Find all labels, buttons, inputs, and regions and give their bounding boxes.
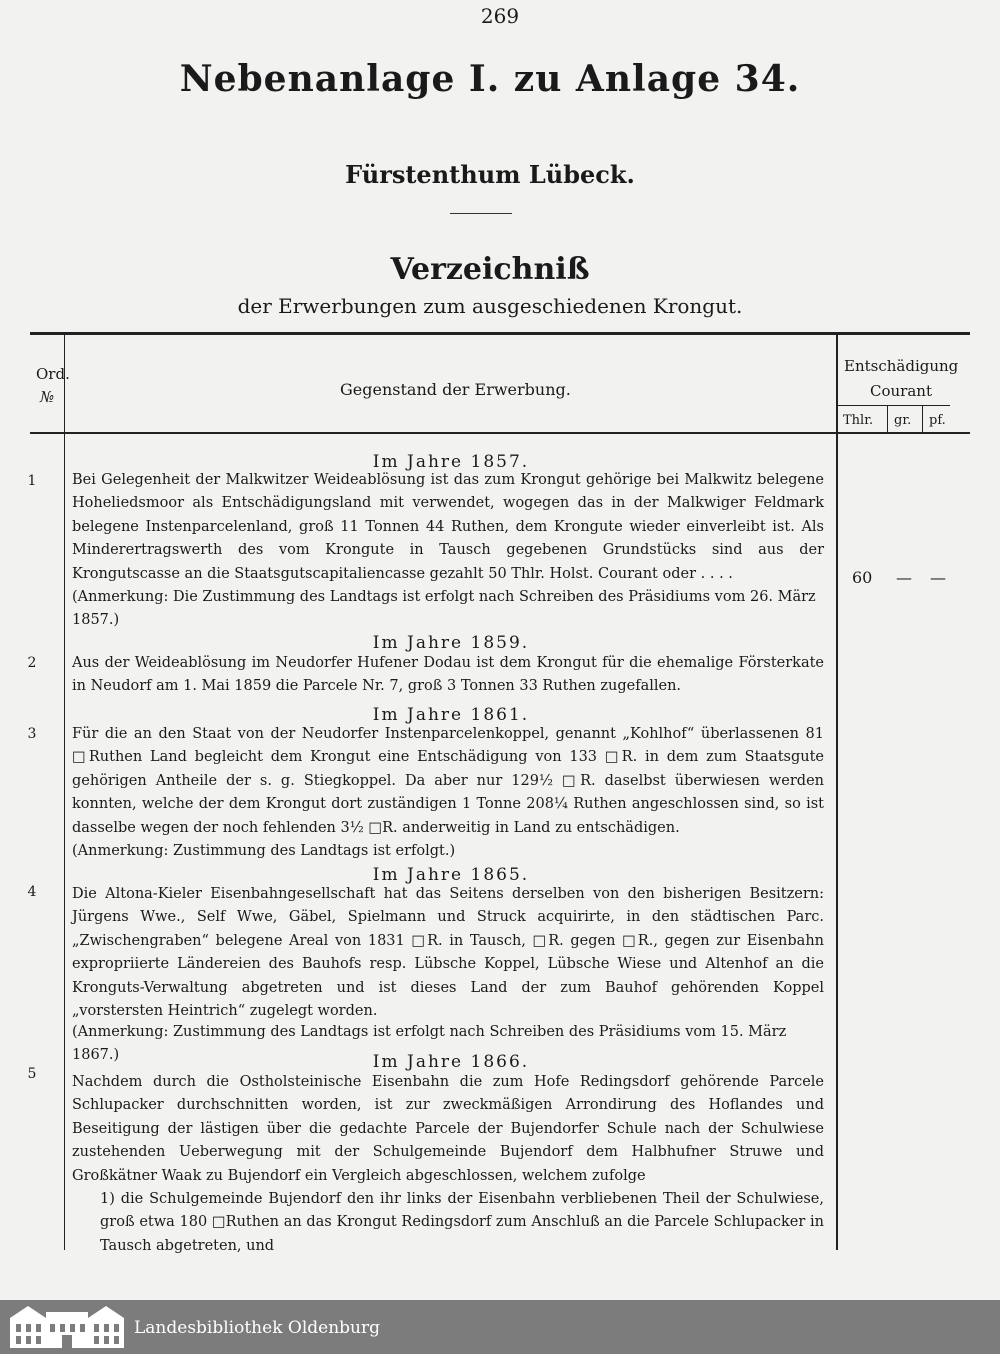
entry-sub-item-1: 1) die Schulgemeinde Bujendorf den ihr links der Eisenbahn verbliebenen Theil der Schulwiese, groß etwa 180 □Ruthen an das Krongut Redingsdorf zum Anschluß an die Parcele Schlupacker in Tausch abgetreten, und	[100, 1191, 824, 1254]
document-subheading: der Erwerbungen zum ausgeschiedenen Krongut.	[237, 294, 743, 318]
ord-header: Ord.	[36, 365, 70, 383]
thlr-column-header: Thlr.	[843, 413, 874, 428]
entry-paragraph: Bei Gelegenheit der Malkwitzer Weideablösung ist das zum Krongut gehörige bei Malkwitz belegene Hoheliedsmoor als Entschädigungsland mit verwendet, wogegen das in der Malkwiger Feldmark belegene Instenparcelenland, groß 11 Tonnen 44 Ruthen, dem Krongute wieder einverleibt ist. Als Minderertragswerth des vom Krongute in Tausch gegebenen Grundstücks sind aus der Krongutscasse an die Staatsgutscapitaliencasse gezahlt 50 Thlr. Holst. Courant oder . . . .	[72, 472, 824, 582]
entry-number: 5	[27, 1066, 37, 1082]
page-number: 269	[480, 4, 520, 28]
gr-pf-divider	[922, 406, 923, 432]
ord-column-divider	[64, 334, 65, 1250]
entry-number: 2	[27, 655, 37, 671]
year-heading-1859: Im Jahre 1859.	[372, 633, 530, 653]
year-heading-1861: Im Jahre 1861.	[372, 705, 530, 725]
entry-number: 3	[27, 726, 37, 742]
document-heading: Verzeichniß	[390, 252, 590, 287]
page-title: Nebenanlage I. zu Anlage 34.	[179, 58, 801, 100]
entry-text-4	[72, 883, 824, 1023]
title-separator	[450, 213, 512, 214]
entry-number: 1	[27, 473, 37, 489]
gr-column-header: gr.	[894, 413, 912, 428]
year-heading-1857: Im Jahre 1857.	[372, 452, 530, 472]
page-subtitle: Fürstenthum Lübeck.	[345, 160, 635, 189]
subject-header: Gegenstand der Erwerbung.	[340, 380, 571, 399]
entry-number: 4	[27, 884, 37, 900]
entry-paragraph: Nachdem durch die Ostholsteinische Eisenbahn die zum Hofe Redingsdorf gehörende Parcele Schlupacker durchschnitten worden, ist zur zweckmäßigen Arrondirung des Hoflandes und Beseitigung der lästigen über die gedachte Parcele der Bujendorfer Schule nach der Schulwiese zustehenden Ueberwegung mit der Schulgemeinde Bujendorf dem Halbhufner Struwe und Großkätner Waak zu Bujendorf ein Vergleich abgeschlossen, welchem zufolge	[72, 1074, 824, 1184]
entry-note-1: (Anmerkung: Die Zustimmung des Landtags ist erfolgt nach Schreiben des Präsidiums vom 26. März 1857.)	[72, 589, 816, 629]
entry-note-4: (Anmerkung: Zustimmung des Landtags ist erfolgt nach Schreiben des Präsidiums vom 15. März 1867.)	[72, 1024, 787, 1064]
library-building-icon	[8, 1302, 126, 1350]
year-heading-1865: Im Jahre 1865.	[372, 865, 530, 885]
entry-text-1	[72, 469, 824, 586]
entry-note-3: (Anmerkung: Zustimmung des Landtags ist erfolgt.)	[72, 843, 456, 859]
amount-pf: —	[930, 568, 946, 587]
compensation-subheader-rule	[838, 405, 950, 406]
entry-paragraph: Die Altona-Kieler Eisenbahngesellschaft hat das Seitens derselben von den bisherigen Besitzern: Jürgens Wwe., Self Wwe, Gäbel, Spielmann und Struck acquirirte, in den städtischen Parc. „Zwischengraben“ belegene Areal von 1831 □R. in Tausch, □R. gegen □R., gegen zur Eisenbahn expropriierte Ländereien des Bauhofs resp. Lübsche Koppel, Lübsche Wiese und Altenhof an die Kronguts-Verwaltung abgetreten und ist dieses Land der zum Bauhof gehörenden Koppel „vorstersten Heintrich“ zugelegt worden.	[72, 886, 824, 1020]
footer-bar	[0, 1300, 1000, 1354]
amount-gr: —	[896, 568, 912, 587]
compensation-header: Entschädigung	[844, 357, 959, 375]
entry-paragraph: Für die an den Staat von der Neudorfer Instenparcelenkoppel, genannt „Kohlhof“ überlassenen 81 □Ruthen Land begleicht dem Krongut eine Entschädigung von 133 □R. in dem zum Staatsgute gehörigen Antheile der s. g. Stiegkoppel. Da aber nur 129½ □R. daselbst überwiesen werden konnten, welche der dem Krongut dort zuständigen 1 Tonne 208¼ Ruthen angeschlossen sind, so ist dasselbe wegen der noch fehlenden 3½ □R. anderweitig in Land zu entschädigen.	[72, 726, 824, 836]
thlr-gr-divider	[887, 406, 888, 432]
pf-column-header: pf.	[929, 413, 946, 428]
library-name: Landesbibliothek Oldenburg	[134, 1318, 381, 1338]
amount-column-divider	[836, 334, 838, 1250]
amount-thlr: 60	[852, 568, 873, 587]
year-heading-1866: Im Jahre 1866.	[372, 1052, 530, 1072]
entry-text-5	[72, 1071, 824, 1188]
table-top-rule	[30, 332, 970, 335]
currency-header: Courant	[870, 382, 932, 400]
ord-number-header: №	[40, 388, 55, 406]
entry-paragraph: Aus der Weideablösung im Neudorfer Hufener Dodau ist dem Krongut für die ehemalige Försterkate in Neudorf am 1. Mai 1859 die Parcele Nr. 7, groß 3 Tonnen 33 Ruthen zugefallen.	[72, 655, 824, 695]
entry-text-2	[72, 652, 824, 699]
table-header-rule	[30, 432, 970, 434]
entry-text-3	[72, 723, 824, 840]
